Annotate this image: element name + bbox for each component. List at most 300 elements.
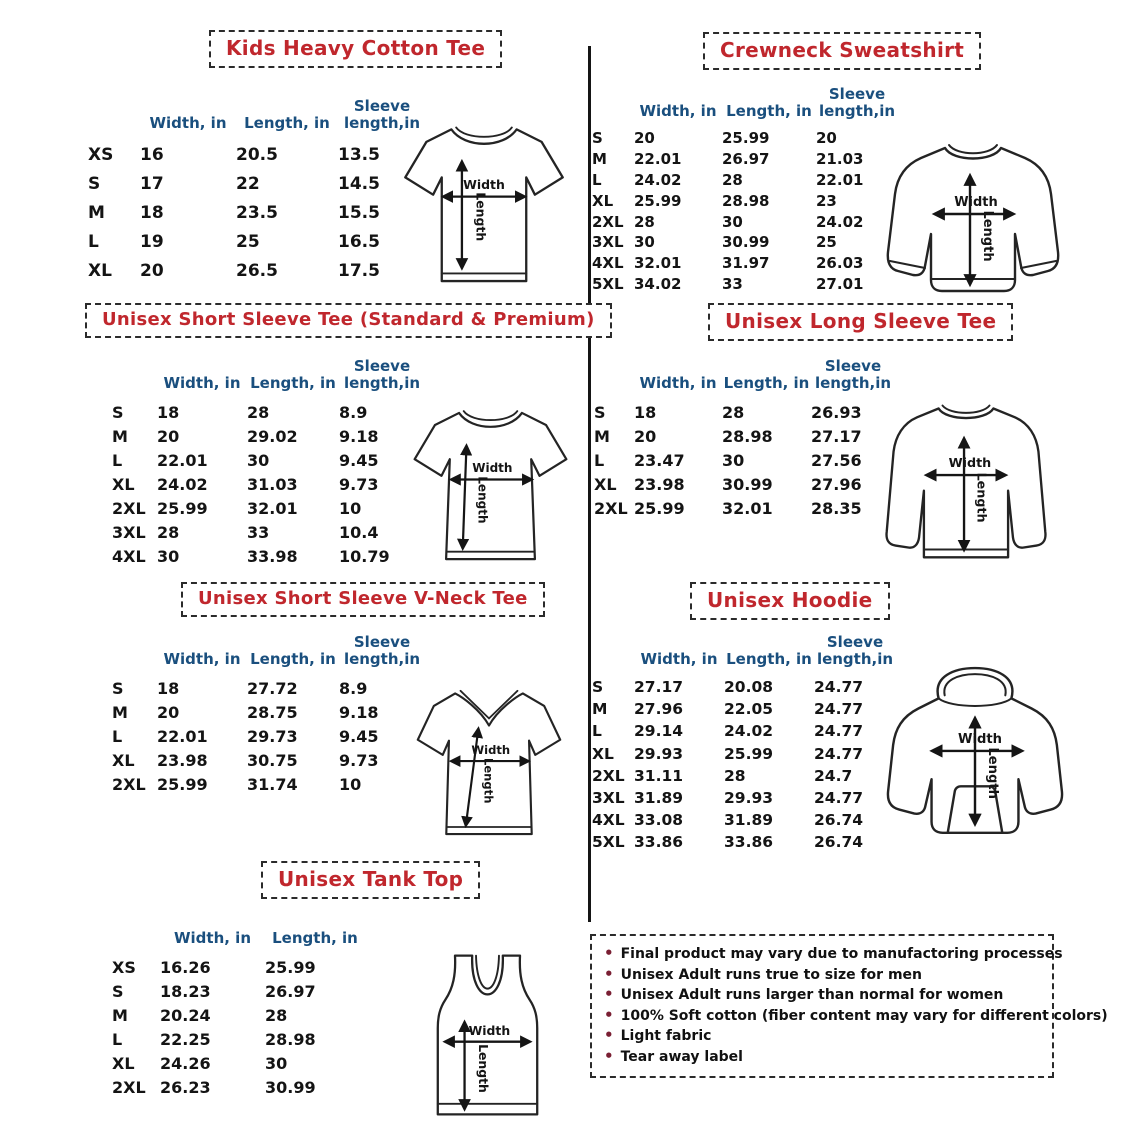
table-row <box>594 472 895 496</box>
measurement-value: 24.02 <box>724 722 774 741</box>
long-sleeve-outline <box>887 408 1046 557</box>
table-row <box>112 979 365 1003</box>
measurement-value: 25.99 <box>724 744 774 763</box>
measurement-value: 27.01 <box>816 274 864 293</box>
table-row <box>112 1027 365 1051</box>
table-header <box>112 630 425 676</box>
size-label: 4XL <box>592 811 625 830</box>
table-row <box>112 955 365 979</box>
vneck-size-table <box>112 630 425 796</box>
measurement-value: 20.24 <box>160 1005 211 1025</box>
measurement-value: 23.98 <box>157 750 208 770</box>
kids-size-table <box>88 84 426 285</box>
size-label: L <box>594 450 605 470</box>
table-row <box>112 520 425 544</box>
measurement-value: 33.86 <box>724 833 774 852</box>
measurement-value: 20 <box>157 426 180 446</box>
table-body <box>112 955 365 1099</box>
table-row <box>592 676 896 698</box>
table-body <box>88 140 426 285</box>
column-header-length: Length, in <box>726 101 812 120</box>
column-header-sleeve: Sleeve length,in <box>343 632 421 668</box>
section-title-unisex-v-neck-tee: Unisex Short Sleeve V-Neck Tee <box>181 582 545 617</box>
size-label: 3XL <box>592 789 625 808</box>
measurement-value: 10 <box>339 774 362 794</box>
measurement-value: 22.25 <box>160 1029 211 1049</box>
table-row <box>592 253 898 274</box>
table-row <box>594 424 895 448</box>
note-item: • Tear away label <box>604 1047 1040 1068</box>
size-label: 2XL <box>594 498 628 518</box>
size-label: S <box>594 402 606 422</box>
size-label: 4XL <box>592 254 624 273</box>
measurement-value: 26.03 <box>816 254 864 273</box>
table-row <box>592 720 896 742</box>
measurement-value: 8.9 <box>339 678 368 698</box>
table-row <box>112 448 425 472</box>
measurement-value: 20 <box>157 702 180 722</box>
column-header-length: Length, in <box>244 113 330 132</box>
section-title-crewneck-sweatshirt: Crewneck Sweatshirt <box>703 32 981 70</box>
measurement-value: 25.99 <box>157 498 208 518</box>
measurement-value: 22.01 <box>816 170 864 189</box>
length-arrow-label: Length <box>974 472 990 523</box>
table-row <box>112 1003 365 1027</box>
column-header-length: Length, in <box>272 928 358 947</box>
measurement-value: 31.97 <box>722 254 770 273</box>
measurement-value: 30 <box>247 450 270 470</box>
measurement-value: 10.4 <box>339 522 379 542</box>
measurement-value: 32.01 <box>247 498 298 518</box>
column-header-sleeve: Sleeve length,in <box>343 356 421 392</box>
measurement-value: 23.47 <box>634 450 685 470</box>
measurement-value: 23.98 <box>634 474 685 494</box>
table-header <box>88 84 426 140</box>
measurement-value: 31.03 <box>247 474 298 494</box>
section-title-unisex-hoodie: Unisex Hoodie <box>690 582 890 620</box>
measurement-value: 24.02 <box>157 474 208 494</box>
measurement-value: 28 <box>722 402 745 422</box>
length-arrow-label: Length <box>985 747 1001 799</box>
measurement-value: 30 <box>265 1053 288 1073</box>
measurement-value: 29.73 <box>247 726 298 746</box>
measurement-value: 20 <box>816 129 837 148</box>
measurement-value: 25 <box>236 231 260 252</box>
table-row <box>112 772 425 796</box>
table-row <box>112 400 425 424</box>
measurement-value: 9.73 <box>339 750 379 770</box>
table-row <box>592 190 898 211</box>
table-row <box>112 676 425 700</box>
measurement-value: 28 <box>722 170 743 189</box>
measurement-value: 27.17 <box>634 678 684 697</box>
measurement-value: 27.96 <box>811 474 862 494</box>
neck-trim-line <box>476 956 499 989</box>
measurement-value: 30.99 <box>265 1077 316 1097</box>
size-label: XL <box>592 191 614 210</box>
note-item: • Unisex Adult runs larger than normal for women <box>604 985 1040 1006</box>
column-header-length: Length, in <box>726 649 812 668</box>
measurement-value: 20.5 <box>236 144 278 165</box>
measurement-value: 24.26 <box>160 1053 211 1073</box>
measurement-value: 24.02 <box>816 212 864 231</box>
measurement-value: 9.45 <box>339 450 379 470</box>
measurement-value: 24.77 <box>814 789 864 808</box>
measurement-value: 8.9 <box>339 402 368 422</box>
size-label: L <box>112 1029 123 1049</box>
table-row <box>112 724 425 748</box>
measurement-value: 20 <box>634 426 657 446</box>
table-row <box>594 448 895 472</box>
size-label: S <box>88 173 101 194</box>
collar-line <box>943 406 990 413</box>
section-title-unisex-short-sleeve-tee: Unisex Short Sleeve Tee (Standard & Premium) <box>85 303 612 338</box>
table-header <box>594 352 895 400</box>
measurement-value: 27.17 <box>811 426 862 446</box>
column-header-width: Width, in <box>640 649 718 668</box>
width-arrow-label: Width <box>948 455 992 471</box>
measurement-value: 18 <box>140 202 164 223</box>
measurement-value: 20 <box>634 129 655 148</box>
short-sleeve-size-table <box>112 352 425 568</box>
measurement-value: 22 <box>236 173 260 194</box>
measurement-value: 28 <box>634 212 655 231</box>
measurement-value: 18.23 <box>160 981 211 1001</box>
table-row <box>88 140 426 169</box>
size-label: M <box>592 700 608 719</box>
size-label: M <box>112 1005 128 1025</box>
long-sleeve-size-table <box>594 352 895 520</box>
column-header-width: Width, in <box>163 649 241 668</box>
table-row <box>112 424 425 448</box>
measurement-value: 30 <box>157 546 180 566</box>
table-row <box>112 496 425 520</box>
table-row <box>88 256 426 285</box>
short-sleeve-tee-illustration <box>398 390 583 570</box>
table-body <box>112 676 425 796</box>
tee-collar-line <box>464 411 518 420</box>
size-label: XL <box>112 474 135 494</box>
measurement-value: 9.45 <box>339 726 379 746</box>
measurement-value: 30.99 <box>722 233 770 252</box>
measurement-value: 28.98 <box>722 191 770 210</box>
measurement-value: 22.01 <box>157 450 208 470</box>
measurement-value: 26.74 <box>814 811 864 830</box>
measurement-value: 33.86 <box>634 833 684 852</box>
size-label: L <box>112 450 123 470</box>
measurement-value: 28.98 <box>722 426 773 446</box>
size-label: 5XL <box>592 274 624 293</box>
measurement-value: 18 <box>634 402 657 422</box>
size-label: S <box>592 678 604 697</box>
size-label: XL <box>88 260 112 281</box>
measurement-value: 26.5 <box>236 260 278 281</box>
column-header-width: Width, in <box>639 101 717 120</box>
measurement-value: 9.18 <box>339 426 379 446</box>
table-row <box>88 198 426 227</box>
collar-line <box>949 145 997 153</box>
size-label: L <box>592 170 602 189</box>
column-header-sleeve: Sleeve length,in <box>343 96 421 132</box>
width-arrow-label: Width <box>463 176 505 192</box>
table-header <box>112 352 425 400</box>
size-label: M <box>592 150 607 169</box>
tee-collar-line <box>456 127 512 136</box>
table-row <box>592 743 896 765</box>
measurement-value: 24.77 <box>814 744 864 763</box>
length-arrow-label: Length <box>473 192 489 242</box>
size-label: 2XL <box>112 1077 146 1097</box>
size-label: 4XL <box>112 546 146 566</box>
table-row <box>88 169 426 198</box>
column-divider <box>588 46 591 922</box>
size-label: S <box>112 402 124 422</box>
measurement-value: 31.11 <box>634 766 684 785</box>
size-label: XS <box>112 957 136 977</box>
measurement-value: 28.98 <box>265 1029 316 1049</box>
measurement-value: 22.01 <box>634 150 682 169</box>
product-notes-box <box>590 934 1108 1078</box>
measurement-value: 15.5 <box>338 202 380 223</box>
measurement-value: 20.08 <box>724 678 774 697</box>
table-body <box>592 128 898 294</box>
length-arrow-label: Length <box>980 210 995 262</box>
table-row <box>592 211 898 232</box>
measurement-value: 24.77 <box>814 722 864 741</box>
measurement-value: 26.23 <box>160 1077 211 1097</box>
measurement-value: 14.5 <box>338 173 380 194</box>
measurement-value: 22.01 <box>157 726 208 746</box>
size-label: 3XL <box>592 233 624 252</box>
table-row <box>112 700 425 724</box>
measurement-value: 24.77 <box>814 678 864 697</box>
crewneck-illustration <box>862 124 1084 302</box>
length-arrow-label: Length <box>481 757 496 804</box>
kids-tee-illustration <box>388 106 580 292</box>
measurement-value: 30 <box>722 450 745 470</box>
measurement-value: 13.5 <box>338 144 380 165</box>
table-row <box>112 472 425 496</box>
size-label: 2XL <box>592 212 624 231</box>
table-row <box>594 496 895 520</box>
measurement-value: 29.93 <box>724 789 774 808</box>
tee-outline <box>415 413 567 559</box>
measurement-value: 26.74 <box>814 833 864 852</box>
size-label: XL <box>592 744 614 763</box>
length-arrow-label: Length <box>475 476 490 524</box>
note-item: • Light fabric <box>604 1026 1040 1047</box>
vneck-tee-illustration <box>400 668 578 848</box>
column-header-length: Length, in <box>723 373 810 392</box>
size-label: S <box>592 129 603 148</box>
table-row <box>88 227 426 256</box>
width-arrow-label: Width <box>954 195 998 210</box>
size-label: XL <box>594 474 617 494</box>
size-label: XL <box>112 1053 135 1073</box>
measurement-value: 30.75 <box>247 750 298 770</box>
measurement-value: 20 <box>140 260 164 281</box>
product-notes-list <box>604 944 1108 1067</box>
measurement-value: 22.05 <box>724 700 774 719</box>
size-label: XS <box>88 144 114 165</box>
table-row <box>592 128 898 149</box>
column-header-width: Width, in <box>639 373 717 392</box>
column-header-sleeve: Sleeve length,in <box>814 356 892 392</box>
measurement-value: 25.99 <box>634 191 682 210</box>
size-label: 2XL <box>112 774 146 794</box>
measurement-value: 28.35 <box>811 498 862 518</box>
measurement-value: 26.93 <box>811 402 862 422</box>
size-label: M <box>112 702 128 722</box>
measurement-value: 16 <box>140 144 164 165</box>
column-header-width: Width, in <box>163 373 241 392</box>
measurement-value: 29.93 <box>634 744 684 763</box>
column-header-width: Width, in <box>173 928 251 947</box>
size-label: L <box>88 231 99 252</box>
tank-top-illustration <box>420 948 555 1122</box>
table-header <box>592 84 898 128</box>
table-row <box>112 1075 365 1099</box>
note-item: • Final product may vary due to manufactoring processes <box>604 944 1040 965</box>
measurement-value: 29.02 <box>247 426 298 446</box>
measurement-value: 33 <box>247 522 270 542</box>
measurement-value: 28 <box>247 402 270 422</box>
table-row <box>112 1051 365 1075</box>
table-row <box>592 274 898 295</box>
measurement-value: 26.97 <box>722 150 770 169</box>
table-row <box>592 831 896 853</box>
table-row <box>592 232 898 253</box>
measurement-value: 18 <box>157 402 180 422</box>
measurement-value: 16.5 <box>338 231 380 252</box>
measurement-value: 27.56 <box>811 450 862 470</box>
table-body <box>112 400 425 568</box>
column-header-sleeve: Sleeve length,in <box>818 84 896 120</box>
table-row <box>592 809 896 831</box>
measurement-value: 32.01 <box>722 498 773 518</box>
hoodie-size-table <box>592 630 896 854</box>
sweatshirt-outline <box>888 148 1058 291</box>
hoodie-illustration <box>866 662 1084 854</box>
column-header-length: Length, in <box>250 649 336 668</box>
note-item: • 100% Soft cotton (fiber content may vary for different colors) <box>604 1006 1040 1027</box>
note-item: • Unisex Adult runs true to size for men <box>604 965 1040 986</box>
measurement-value: 31.89 <box>634 789 684 808</box>
width-arrow-label: Width <box>958 731 1003 747</box>
measurement-value: 9.73 <box>339 474 379 494</box>
size-label: XL <box>112 750 135 770</box>
measurement-value: 28.75 <box>247 702 298 722</box>
measurement-value: 34.02 <box>634 274 682 293</box>
measurement-value: 27.72 <box>247 678 298 698</box>
measurement-value: 25.99 <box>157 774 208 794</box>
table-row <box>592 170 898 191</box>
measurement-value: 10.79 <box>339 546 390 566</box>
size-label: M <box>88 202 105 223</box>
width-arrow-label: Width <box>472 461 513 476</box>
measurement-value: 33 <box>722 274 743 293</box>
measurement-value: 17.5 <box>338 260 380 281</box>
size-label: M <box>594 426 610 446</box>
table-header <box>592 630 896 676</box>
table-row <box>112 748 425 772</box>
measurement-value: 19 <box>140 231 164 252</box>
measurement-value: 30.99 <box>722 474 773 494</box>
measurement-value: 23 <box>816 191 837 210</box>
measurement-value: 21.03 <box>816 150 864 169</box>
table-row <box>592 698 896 720</box>
width-arrow-label: Width <box>468 1023 511 1038</box>
table-row <box>112 544 425 568</box>
measurement-value: 29.14 <box>634 722 684 741</box>
measurement-value: 18 <box>157 678 180 698</box>
measurement-value: 32.01 <box>634 254 682 273</box>
size-label: S <box>112 678 124 698</box>
size-label: 2XL <box>112 498 146 518</box>
measurement-value: 30 <box>722 212 743 231</box>
crewneck-size-table <box>592 84 898 294</box>
length-arrow-label: Length <box>475 1044 491 1093</box>
size-label: 5XL <box>592 833 625 852</box>
table-row <box>594 400 895 424</box>
measurement-value: 25.99 <box>722 129 770 148</box>
measurement-value: 33.98 <box>247 546 298 566</box>
tank-size-table <box>112 905 365 1099</box>
section-title-unisex-tank-top: Unisex Tank Top <box>261 861 480 899</box>
table-body <box>594 400 895 520</box>
measurement-value: 28 <box>724 766 746 785</box>
measurement-value: 28 <box>265 1005 288 1025</box>
section-title-kids-heavy-cotton-tee: Kids Heavy Cotton Tee <box>209 30 502 68</box>
measurement-value: 24.7 <box>814 766 853 785</box>
size-label: L <box>112 726 123 746</box>
measurement-value: 24.77 <box>814 700 864 719</box>
long-sleeve-tee-illustration <box>852 385 1080 571</box>
column-header-length: Length, in <box>250 373 336 392</box>
section-title-unisex-long-sleeve-tee: Unisex Long Sleeve Tee <box>708 303 1013 341</box>
measurement-value: 9.18 <box>339 702 379 722</box>
measurement-value: 27.96 <box>634 700 684 719</box>
size-label: 3XL <box>112 522 146 542</box>
measurement-value: 25.99 <box>634 498 685 518</box>
size-label: L <box>592 722 602 741</box>
measurement-value: 31.74 <box>247 774 298 794</box>
table-row <box>592 149 898 170</box>
measurement-value: 25.99 <box>265 957 316 977</box>
size-label: M <box>112 426 128 446</box>
table-header <box>112 905 365 955</box>
width-arrow-label: Width <box>471 742 511 757</box>
measurement-value: 23.5 <box>236 202 278 223</box>
measurement-value: 10 <box>339 498 362 518</box>
size-label: 2XL <box>592 766 625 785</box>
column-header-width: Width, in <box>149 113 227 132</box>
measurement-value: 30 <box>634 233 655 252</box>
table-row <box>592 765 896 787</box>
measurement-value: 31.89 <box>724 811 774 830</box>
measurement-value: 24.02 <box>634 170 682 189</box>
measurement-value: 28 <box>157 522 180 542</box>
table-row <box>592 787 896 809</box>
column-header-sleeve: Sleeve length,in <box>816 632 894 668</box>
measurement-value: 25 <box>816 233 837 252</box>
measurement-value: 33.08 <box>634 811 684 830</box>
table-body <box>592 676 896 854</box>
measurement-value: 16.26 <box>160 957 211 977</box>
measurement-value: 26.97 <box>265 981 316 1001</box>
size-label: S <box>112 981 124 1001</box>
measurement-value: 17 <box>140 173 164 194</box>
